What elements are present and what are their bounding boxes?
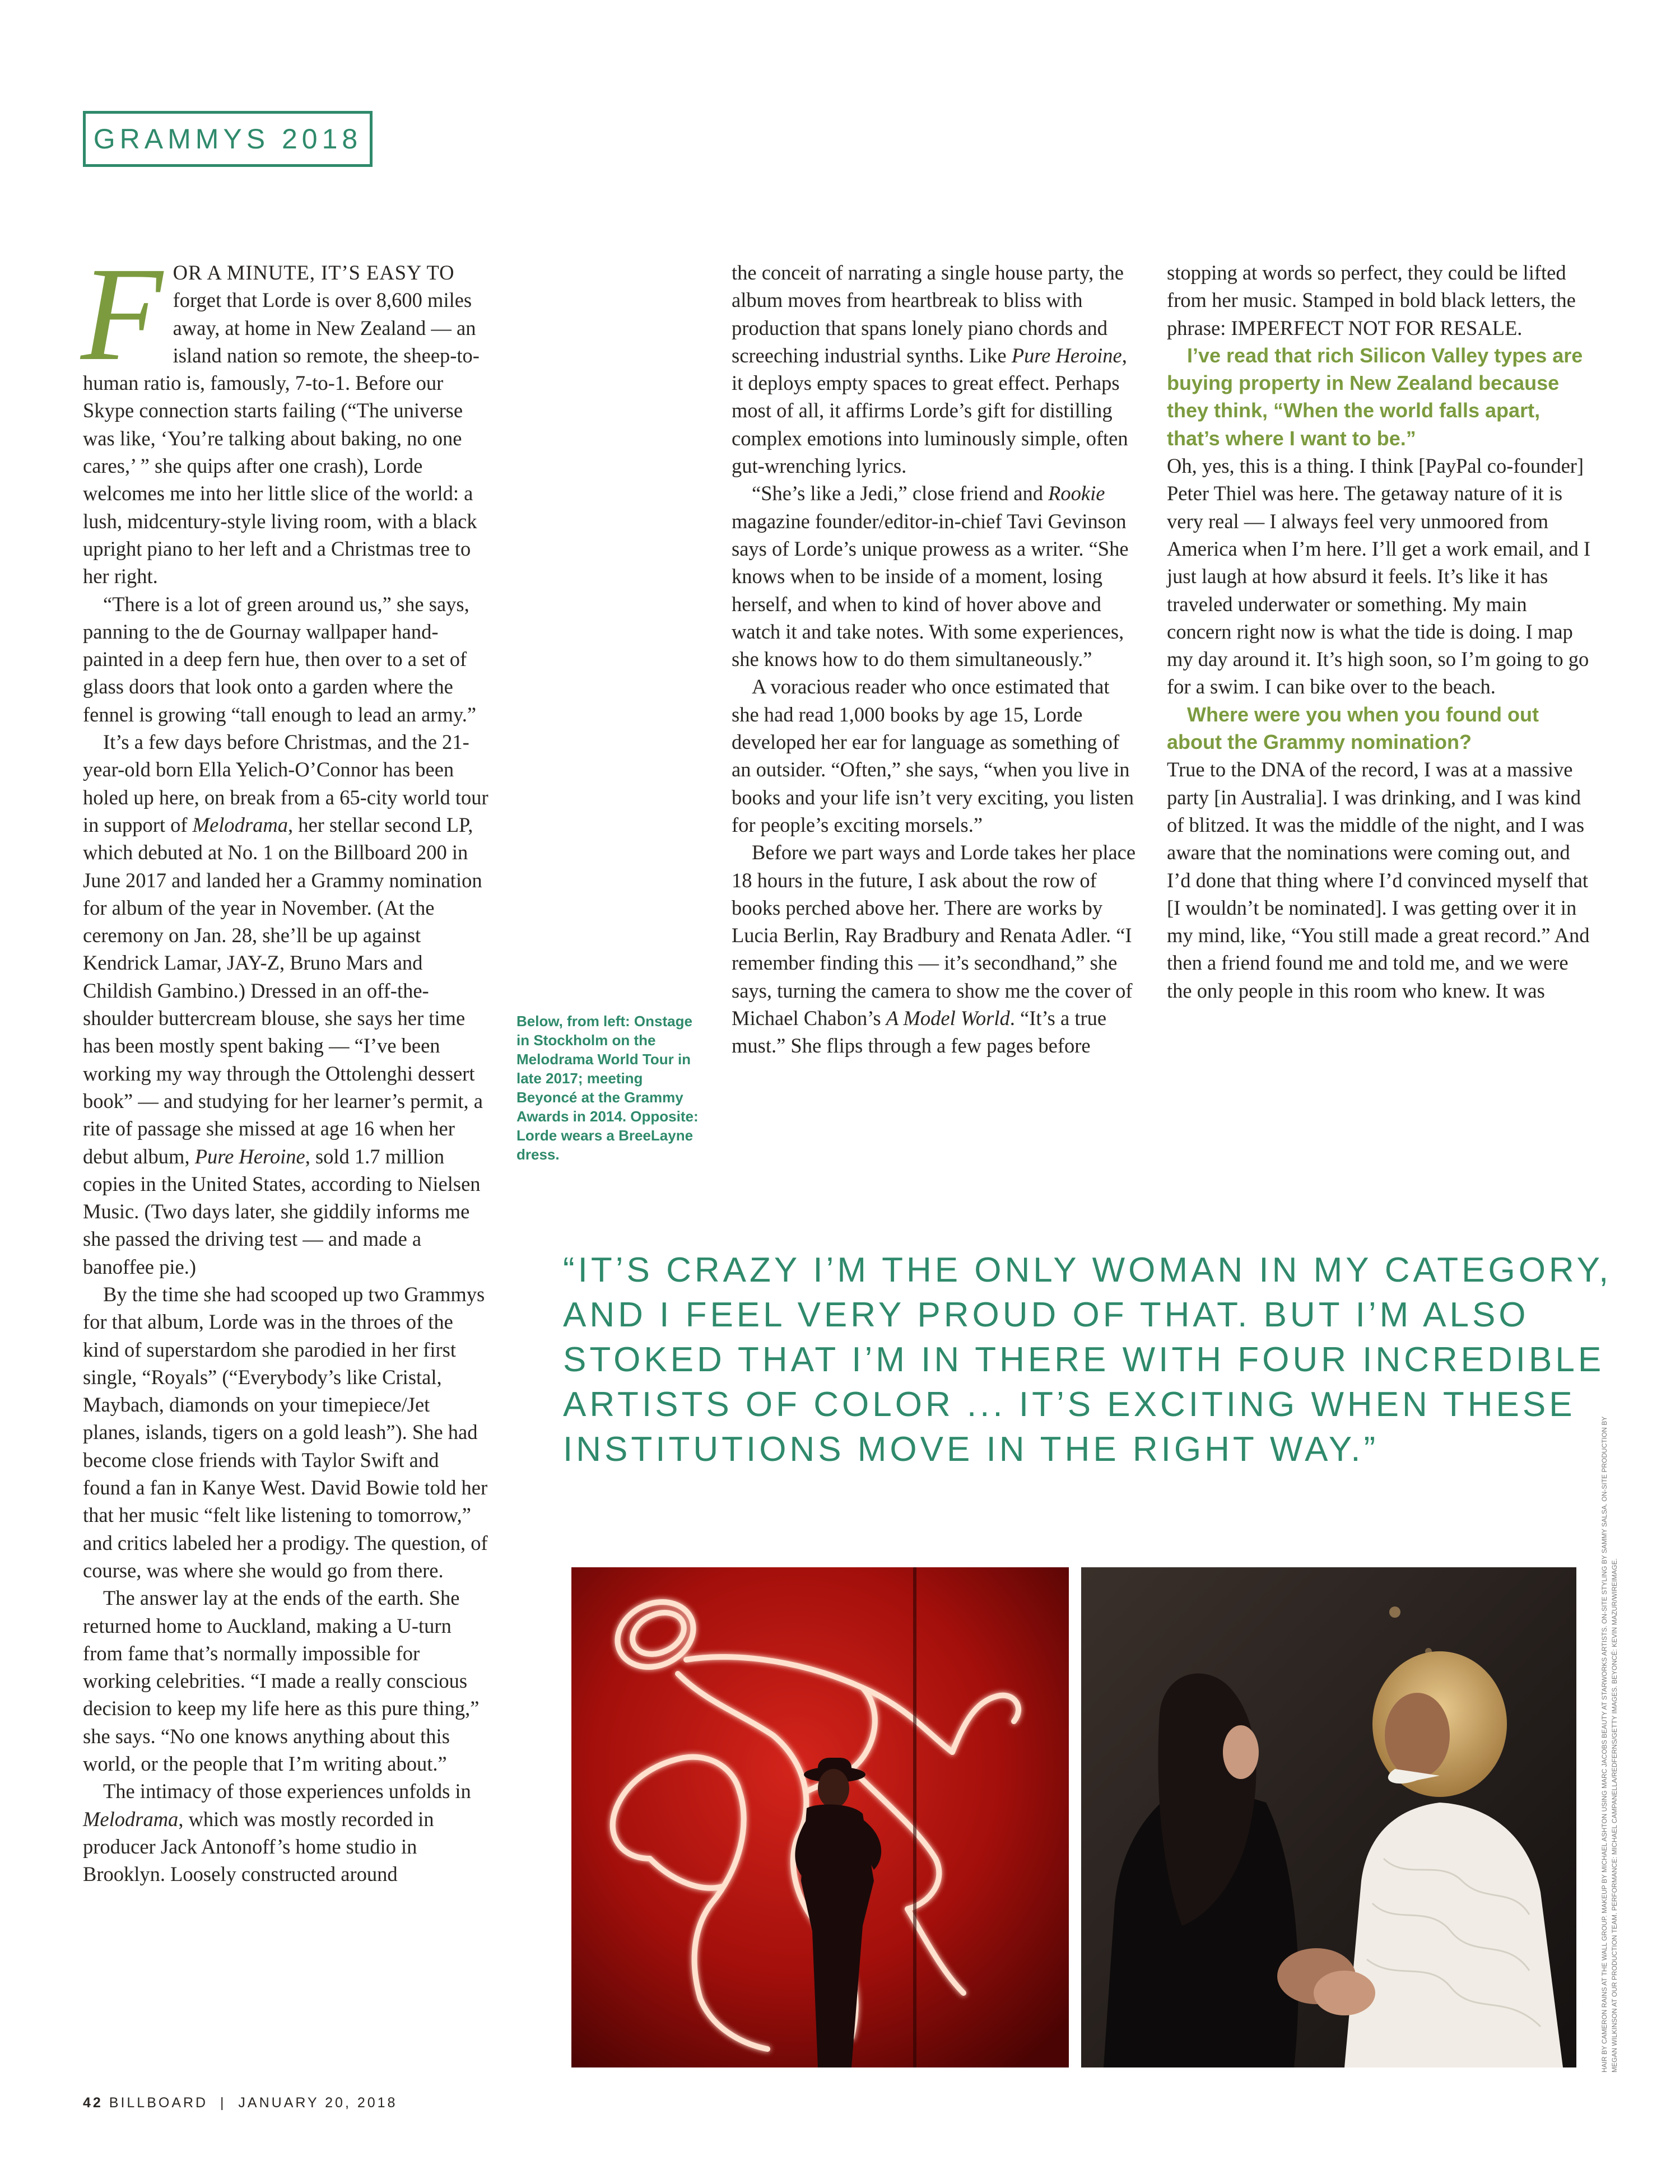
article-column-2: [732, 259, 1139, 1060]
neon-astronaut-illustration: [571, 1567, 1069, 2067]
book-title: A Model World: [886, 1007, 1010, 1030]
magazine-name: BILLBOARD: [109, 2095, 208, 2111]
page-footer: [83, 2095, 397, 2111]
pull-quote-line: “IT’S CRAZY I’M THE ONLY WOMAN IN MY CATEGORY,: [563, 1251, 1612, 1289]
stage-performance-photo: [571, 1567, 1069, 2067]
article-paragraph: It’s a few days before Christmas, and the 21-year-old born Ella Yelich-O’Connor has been holed up here, on break from a 65-city world tour in support of Melodrama, her stellar second LP, which debuted at No. 1 on the Billboard 200 in June 2017 and landed her a Grammy nomination for album of the year in November. (At the ceremony on Jan. 28, she’ll be up against Kendrick Lamar, JAY-Z, Bruno Mars and Childish Gambino.) Dressed in an off-the-shoulder buttercream blouse, she says her time has been mostly spent baking — “I’ve been working my way through the Ottolenghi dessert book” — and studying for her learner’s permit, a rite of passage she missed at age 16 when her debut album, Pure Heroine, sold 1.7 million copies in the United States, according to Nielsen Music. (Two days later, she giddily informs me she passed the driving test — and made a banoffee pie.): [83, 730, 488, 1278]
article-paragraph: the conceit of narrating a single house party, the album moves from heartbreak to bliss with production that spans lonely piano chords and screeching industrial synths. Like Pure Heroine, it deploys empty spaces to great effect. Perhaps most of all, it affirms Lorde’s gift for distilling complex emotions into luminously simple, often gut-wrenching lyrics.: [732, 261, 1128, 478]
article-paragraph: The answer lay at the ends of the earth. She returned home to Auckland, making a U-turn from fame that’s normally impossible for working celebrities. “I made a really conscious decision to keep my life here as this pure thing,” she says. “No one knows anything about this world, or the people that I’m writing about.”: [83, 1586, 480, 1776]
article-paragraph-lead: [81, 239, 491, 590]
article-paragraph: The intimacy of those experiences unfolds in Melodrama, which was mostly recorded in producer Jack Antonoff’s home studio in Brooklyn. Loosely constructed around: [83, 1780, 471, 1886]
paragraph-text: forget that Lorde is over 8,600 miles away, at home in New Zealand — an island nation so remote, the sheep-to-human ratio is, famously, 7-to-1. Before our Skype connection starts failing (“The universe was like, ‘You’re talking about baking, no one cares,’ ” she quips after one crash), Lorde welcomes me into her little slice of the world: a lush, midcentury-style living room, with a black upright piano to her left and a Christmas tree to her right.: [83, 288, 480, 588]
article-paragraph: A voracious reader who once estimated that she had read 1,000 books by age 15, Lorde developed her ear for language as something of an outsider. “Often,” she says, “when you live in books and your life isn’t very exciting, you listen for people’s exciting morsels.”: [732, 675, 1134, 836]
album-title: Pure Heroine: [194, 1144, 305, 1168]
album-title: Melodrama: [83, 1807, 179, 1831]
photo-credit: HAIR BY CAMERON RAINS AT THE WALL GROUP. MAKEUP BY MICHAEL ASHTON USING MARC JACOBS BEAUTY AT STARWORKS ARTISTS. ON-SITE STYLING BY SAMMY SALSA. ON-SITE PRODUCTION BY MEGAN WILKINSON AT OUR PRODUCTION TEAM. PERFORMANCE: MICHAEL CAMPANELLA/REDFERNS/GETTY IMAGES. BEYONCÉ: KEVIN MAZUR/WIREIMAGE.: [1600, 1416, 1618, 2073]
album-title: Melodrama: [192, 813, 288, 836]
section-tag: GRAMMYS 2018: [83, 111, 373, 167]
pull-quote-line: ARTISTS OF COLOR ... IT’S EXCITING WHEN THESE: [563, 1385, 1576, 1424]
drop-cap: F: [81, 239, 163, 388]
pull-quote: [563, 1248, 1612, 1472]
pull-quote-line: AND I FEEL VERY PROUD OF THAT. BUT I’M ALSO: [563, 1296, 1529, 1334]
photo-caption: Below, from left: Onstage in Stockholm on the Melodrama World Tour in late 2017; meeting Beyoncé at the Grammy Awards in 2014. Opposite: Lorde wears a BreeLayne dress.: [516, 1013, 699, 1163]
article-paragraph: stopping at words so perfect, they could be lifted from her music. Stamped in bold black letters, the phrase: IMPERFECT NOT FOR RESALE.: [1167, 261, 1576, 339]
article-paragraph: “She’s like a Jedi,” close friend and Rookie magazine founder/editor-in-chief Tavi Gevinson says of Lorde’s unique prowess as a writer. “She knows when to be inside of a moment, losing herself, and when to kind of hover above and watch it and take notes. With some experiences, she knows how to do them simultaneously.”: [732, 482, 1129, 671]
article-paragraph: Before we part ways and Lorde takes her place 18 hours in the future, I ask about the row of books perched above her. There are works by Lucia Berlin, Ray Bradbury and Renata Adler. “I remember finding this — it’s secondhand,” she says, turning the camera to show me the cover of Michael Chabon’s A Model World. “It’s a true must.” She flips through a few pages before: [732, 841, 1136, 1058]
article-column-1: [81, 239, 491, 1888]
page-number: 42: [83, 2095, 103, 2111]
pull-quote-line: STOKED THAT I’M IN THERE WITH FOUR INCREDIBLE: [563, 1340, 1605, 1379]
interview-answer: True to the DNA of the record, I was at a massive party [in Australia]. I was drinking, and I was kind of blitzed. It was the middle of the night, and I was aware that the nominations were coming out, and I’d done that thing where I’d convinced myself that [I wouldn’t be nominated]. I was getting over it in my mind, like, “You still made a great record.” And then a friend found me and told me, and we were the only people in this room who knew. It was: [1167, 758, 1590, 1002]
article-column-3: [1167, 259, 1593, 1004]
interview-answer: Oh, yes, this is a thing. I think [PayPal co-founder] Peter Thiel was here. The getaway nature of it is very real — I always feel very unmoored from America when I’m here. I’ll get a work email, and I just laugh at how absurd it feels. It’s like it has traveled underwater or something. My main concern right now is what the tide is doing. I map my day around it. It’s high soon, so I’m going to go for a swim. I can bike over to the beach.: [1167, 454, 1591, 698]
lead-in: OR A MINUTE, IT’S EASY TO: [173, 261, 455, 284]
two-women-illustration: [1081, 1567, 1576, 2067]
grammy-meeting-photo: [1081, 1567, 1576, 2067]
article-paragraph: “There is a lot of green around us,” she says, panning to the de Gournay wallpaper hand-painted in a deep fern hue, then over to a set of glass doors that look onto a garden where the fennel is growing “tall enough to lead an army.”: [83, 592, 477, 726]
interview-question: I’ve read that rich Silicon Valley types are buying property in New Zealand because they think, “When the world falls apart, that’s where I want to be.”: [1167, 343, 1583, 450]
interview-question: Where were you when you found out about the Grammy nomination?: [1167, 702, 1539, 754]
article-paragraph: By the time she had scooped up two Grammys for that album, Lorde was in the throes of the kind of superstardom she parodied in her first single, “Royals” (“Everybody’s like Cristal, Maybach, diamonds on your timepiece/Jet planes, islands, tigers on a gold leash”). She had become close friends with Taylor Swift and found a fan in Kanye West. David Bowie told her that her music “felt like listening to tomorrow,” and critics labeled her a prodigy. The question, of course, was where she would go from there.: [83, 1282, 488, 1582]
album-title: Pure Heroine: [1011, 343, 1122, 367]
footer-separator: |: [220, 2095, 226, 2111]
issue-date: JANUARY 20, 2018: [238, 2095, 398, 2111]
pull-quote-line: INSTITUTIONS MOVE IN THE RIGHT WAY.”: [563, 1430, 1379, 1469]
magazine-title: Rookie: [1048, 482, 1105, 505]
